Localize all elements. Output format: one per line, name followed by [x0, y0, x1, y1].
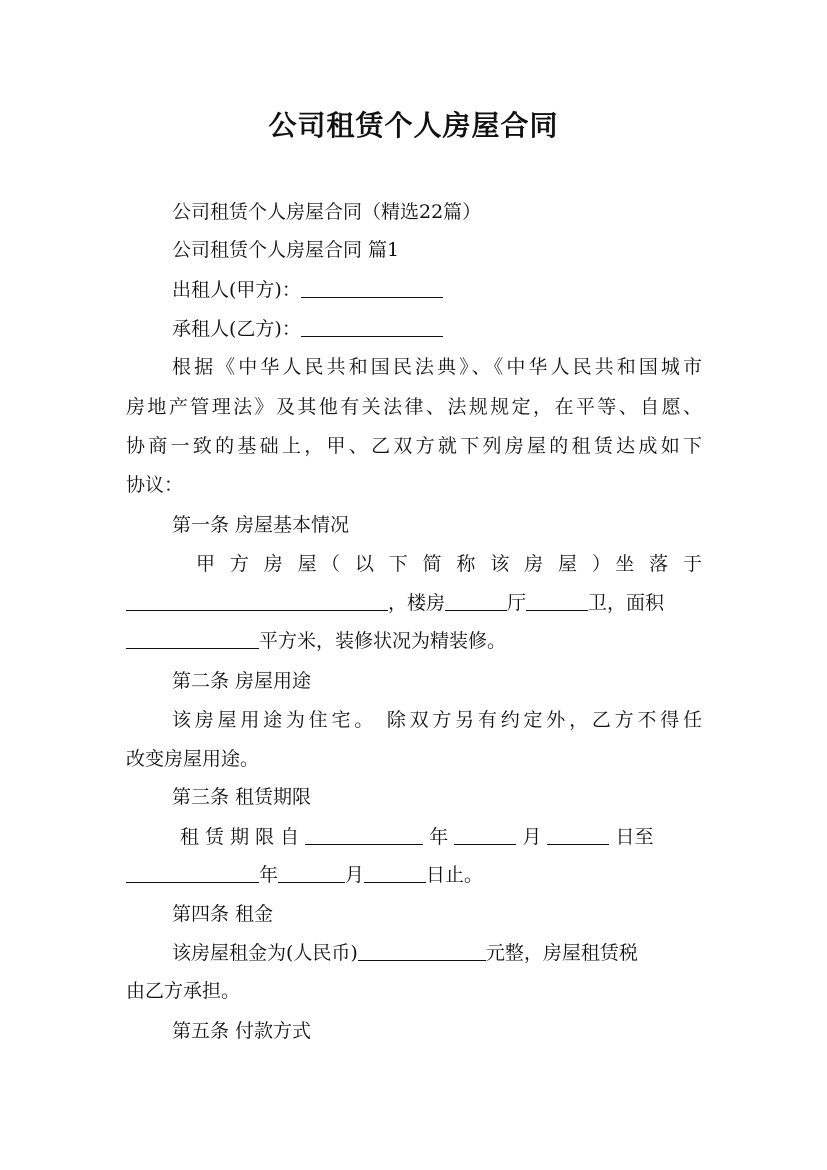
intro-line: 协议： [126, 474, 184, 496]
article-4-heading: 第四条 租金 [172, 903, 274, 925]
start-year-blank [305, 826, 423, 845]
day-end-label: 日止。 [426, 864, 484, 886]
article-1-hall-label: 厅 [507, 592, 527, 614]
start-day-blank [547, 826, 609, 845]
article-2-text: 改变房屋用途。 [126, 748, 260, 770]
intro-line: 房地产管理法》及其他有关法律、法规规定，在平等、自愿、 [126, 396, 702, 418]
lessee-blank [301, 318, 443, 337]
area-blank [126, 630, 259, 649]
year-label: 年 [259, 864, 279, 886]
lease-from-label: 租 赁 期 限 自 [180, 826, 300, 848]
lessee-line [172, 313, 702, 345]
article-2-heading: 第二条 房屋用途 [172, 670, 312, 692]
article-1-tail: 平方米，装修状况为精装修。 [259, 630, 507, 652]
end-month-blank [278, 864, 345, 883]
lessor-label: 出租人(甲方)： [172, 279, 301, 301]
rent-amount-blank [358, 942, 486, 961]
part-heading: 公司租赁个人房屋合同 篇1 [172, 239, 400, 261]
month-label: 月 [522, 826, 542, 848]
article-1-heading: 第一条 房屋基本情况 [172, 514, 350, 536]
end-day-blank [364, 864, 426, 883]
intro-line: 协商一致的基础上，甲、乙双方就下列房屋的租赁达成如下 [126, 435, 702, 457]
article-3-text [180, 821, 702, 853]
article-2-text: 该房屋用途为住宅。 除双方另有约定外，乙方不得任 [172, 709, 702, 731]
day-to-label: 日至 [615, 826, 654, 848]
hall-blank [526, 592, 588, 611]
rent-tail: 元整，房屋租赁税 [485, 942, 638, 964]
intro-line: 根据《中华人民共和国民法典》、《中华人民共和国城市 [172, 356, 702, 378]
article-1-bath-label: 卫，面积 [588, 592, 665, 614]
article-1-floor-label: ，楼房 [388, 592, 446, 614]
article-3-heading: 第三条 租赁期限 [172, 786, 312, 808]
article-4-text: 由乙方承担。 [126, 980, 241, 1002]
document-subtitle: 公司租赁个人房屋合同（精选22篇） [172, 201, 482, 223]
article-1-text: 甲 方 房 屋（ 以 下 简 称 该 房 屋 ）坐 落 于 [196, 553, 702, 575]
article-3-text [126, 859, 702, 891]
start-month-blank [454, 826, 516, 845]
lessee-label: 承租人(乙方)： [172, 318, 301, 340]
lessor-line [172, 274, 702, 306]
year-label: 年 [429, 826, 449, 848]
rent-label: 该房屋租金为(人民币) [172, 942, 358, 964]
end-year-blank [126, 864, 259, 883]
floor-blank [445, 592, 507, 611]
article-1-text [126, 625, 702, 657]
article-1-text [126, 587, 702, 619]
article-5-heading: 第五条 付款方式 [172, 1020, 312, 1042]
month-label: 月 [345, 864, 365, 886]
lessor-blank [301, 279, 443, 298]
article-4-text [172, 937, 702, 969]
address-blank [126, 592, 388, 611]
document-title: 公司租赁个人房屋合同 [268, 109, 559, 142]
